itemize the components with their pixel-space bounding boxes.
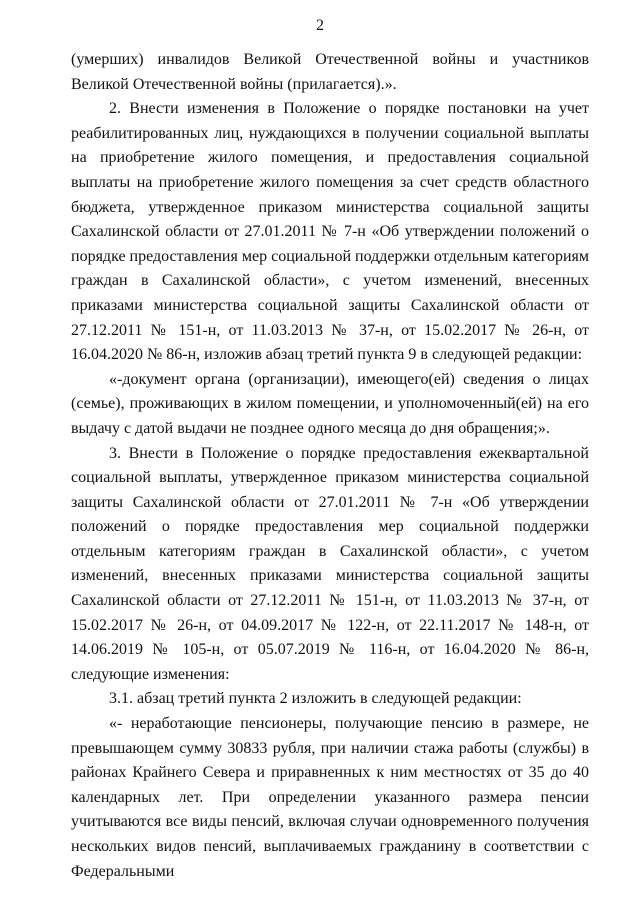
paragraph-item-2-quote: «-документ органа (организации), имеющего(ей) сведения о лицах (семье), проживающих в жилом помещении, и уполномоченный(ей) на его выдачу с датой выдачи не позднее одного месяца до дня обращения;». (71, 370, 589, 437)
paragraph-item-2: 2. Внести изменения в Положение о порядке постановки на учет реабилитированных лиц, нуждающихся в получении социальной выплаты на приобретение жилого помещения, и предоставления социальной выплаты на приобретение жилого помещения за счет средств областного бюджета, утвержденное приказом министерства социальной защиты Сахалинской области от 27.01.2011 № 7-н «Об утверждении положений о порядке предоставления мер социальной поддержки отдельным категориям граждан в Сахалинской области», с учетом изменений, внесенных приказами министерства социальной защиты Сахалинской области от 27.12.2011 № 151-н, от 11.03.2013 № 37-н, от 15.02.2017 № 26-н, от 16.04.2020 № 86-н, изложив абзац третий пункта 9 в следующей редакции: (71, 100, 589, 364)
paragraph-item-3: 3. Внести в Положение о порядке предоставления ежеквартальной социальной выплаты, утвержденное приказом министерства социальной защиты Сахалинской области от 27.01.2011 № 7-н «Об утверждении положений о порядке предоставления мер социальной поддержки отдельным категориям граждан в Сахалинской области», с учетом изменений, внесенных приказами министерства социальной защиты Сахалинской области от 27.12.2011 № 151-н, от 11.03.2013 № 37-н, от 15.02.2017 № 26-н, от 04.09.2017 № 122-н, от 22.11.2017 № 148-н, от 14.06.2019 № 105-н, от 05.07.2019 № 116-н, от 16.04.2020 № 86-н, следующие изменения: (71, 444, 589, 683)
paragraph-item-3-1: 3.1. абзац третий пункта 2 изложить в следующей редакции: (109, 690, 522, 708)
paragraph-item-3-1-quote: «- неработающие пенсионеры, получающие пенсию в размере, не превышающем сумму 30833 рубля, при наличии стажа работы (службы) в районах Крайнего Севера и приравненных к ним местностях от 35 до 40 календарных лет. При определении указанного размера пенсии учитываются все виды пенсий, включая случаи одновременного получения нескольких видов пенсий, выплачиваемых гражданину в соответствии с Федеральными (71, 715, 589, 880)
paragraph-continuation: (умерших) инвалидов Великой Отечественной войны и участников Великой Отечественной войны (прилагается).». (71, 51, 589, 93)
document-body (71, 48, 589, 884)
page-number: 2 (316, 17, 324, 34)
